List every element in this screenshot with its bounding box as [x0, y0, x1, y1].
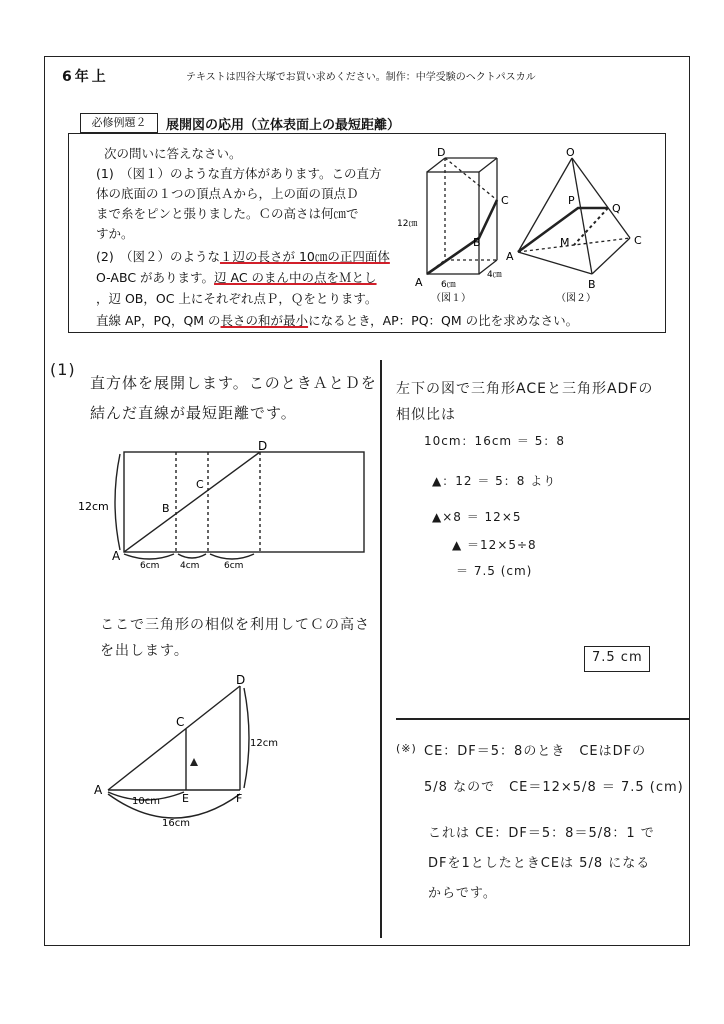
fig1-label-b: B: [473, 236, 481, 249]
fig1-label-c: C: [501, 194, 509, 207]
triangle-diagram: [90, 674, 290, 834]
fig2-label-q: Q: [612, 202, 621, 215]
net-label-a: A: [112, 549, 121, 563]
triangle-marker-icon: [190, 758, 198, 766]
tri-label-f: F: [236, 792, 243, 805]
net-seg-1: 6cm: [140, 561, 160, 571]
fig1-depth: 4㎝: [487, 270, 502, 280]
net-label-d: D: [258, 440, 268, 453]
net-seg-3: 6cm: [224, 561, 244, 571]
problem-label: 必修例題２: [80, 113, 158, 133]
tri-base-2: 16cm: [162, 818, 190, 829]
solution-line: を出します。: [100, 643, 189, 659]
ratio-line: ＝ 7.5 (cm): [456, 564, 533, 578]
question-intro: 次の問いに答えなさい。: [104, 146, 242, 161]
solution-line: ここで三角形の相似を利用してＣの高さ: [100, 617, 370, 633]
fig1-width: 6㎝: [441, 280, 456, 290]
problem-title: 展開図の応用（立体表面上の最短距離）: [166, 118, 401, 133]
solution-line: 結んだ直線が最短距離です。: [90, 404, 297, 422]
net-seg-2: 4cm: [180, 561, 200, 571]
solution-line: 直方体を展開します。このときＡとＤを: [90, 374, 377, 392]
grade-label: 6年上: [62, 69, 109, 85]
tri-label-a: A: [94, 783, 103, 797]
answer-value: 7.5 cm: [592, 650, 643, 665]
note-line: 5/8 なので CE＝12×5/8 ＝ 7.5 (cm): [424, 780, 684, 795]
note-line: CE：DF＝5：8のとき CEはDFの: [424, 744, 647, 759]
ratio-line: 10cm：16cm ＝ 5：8: [424, 434, 566, 448]
fig2-label-m: M: [560, 236, 570, 249]
figure-2-tetrahedron: [500, 146, 650, 306]
fig2-label-o: O: [566, 146, 575, 159]
net-label-c: C: [196, 478, 204, 491]
column-divider: [380, 360, 382, 938]
q1-line: すか。: [96, 226, 134, 241]
q2-line: O-ABC があります。辺 AC のまん中の点をＭとし: [96, 270, 377, 285]
q2-line: ，辺 OB，OC 上にそれぞれ点Ｐ，Ｑをとります。: [96, 291, 378, 306]
note-divider: [396, 718, 690, 720]
q2-line: (2) （図２）のような１辺の長さが 10㎝の正四面体: [96, 249, 390, 264]
tri-height: 12cm: [250, 738, 278, 749]
fig1-caption: （図１）: [431, 293, 471, 304]
fig2-label-p: P: [568, 194, 575, 207]
tri-base-1: 10cm: [132, 796, 160, 807]
ratio-line: ▲ ＝12×5÷8: [452, 538, 537, 552]
note-line: これは CE：DF＝5：8＝5/8：1 で: [428, 826, 655, 841]
fig1-height: 12㎝: [397, 219, 418, 229]
note-mark: (※): [396, 742, 417, 755]
q1-line: まで糸をピンと張りました。Ｃの高さは何㎝で: [96, 206, 359, 221]
fig1-label-d: D: [437, 146, 446, 159]
solution-line: 相似比は: [396, 407, 456, 423]
credit-text: テキストは四谷大塚でお買い求めください。制作：中学受験のヘクトパスカル: [186, 72, 536, 83]
fig2-label-c: C: [634, 234, 642, 247]
q2-line: 直線 AP，PQ，QM の長さの和が最小になるとき，AP：PQ：QM の比を求めなさい。: [96, 313, 579, 328]
note-line: からです。: [428, 886, 497, 901]
fig1-label-a: A: [415, 276, 423, 289]
net-label-b: B: [162, 502, 170, 515]
ratio-line: ▲×8 ＝ 12×5: [432, 510, 522, 524]
tri-label-c: C: [176, 715, 185, 729]
q1-line: (1) （図１）のような直方体があります。この直方: [96, 166, 382, 181]
ratio-line: ▲：12 ＝ 5：8 より: [432, 474, 557, 488]
fig2-label-b: B: [588, 278, 596, 291]
solution-line: 左下の図で三角形ACEと三角形ADFの: [396, 381, 654, 397]
net-height: 12cm: [78, 500, 109, 513]
tri-label-e: E: [182, 792, 189, 805]
tri-label-d: D: [236, 674, 246, 687]
fig2-label-a: A: [506, 250, 514, 263]
q1-line: 体の底面の１つの頂点Ａから，上の面の頂点Ｄ: [96, 186, 359, 201]
solution-number: (1): [50, 360, 76, 379]
fig2-caption: （図２）: [556, 293, 596, 304]
net-diagram: [76, 440, 376, 575]
note-line: DFを1としたときCEは 5/8 になる: [428, 856, 651, 871]
